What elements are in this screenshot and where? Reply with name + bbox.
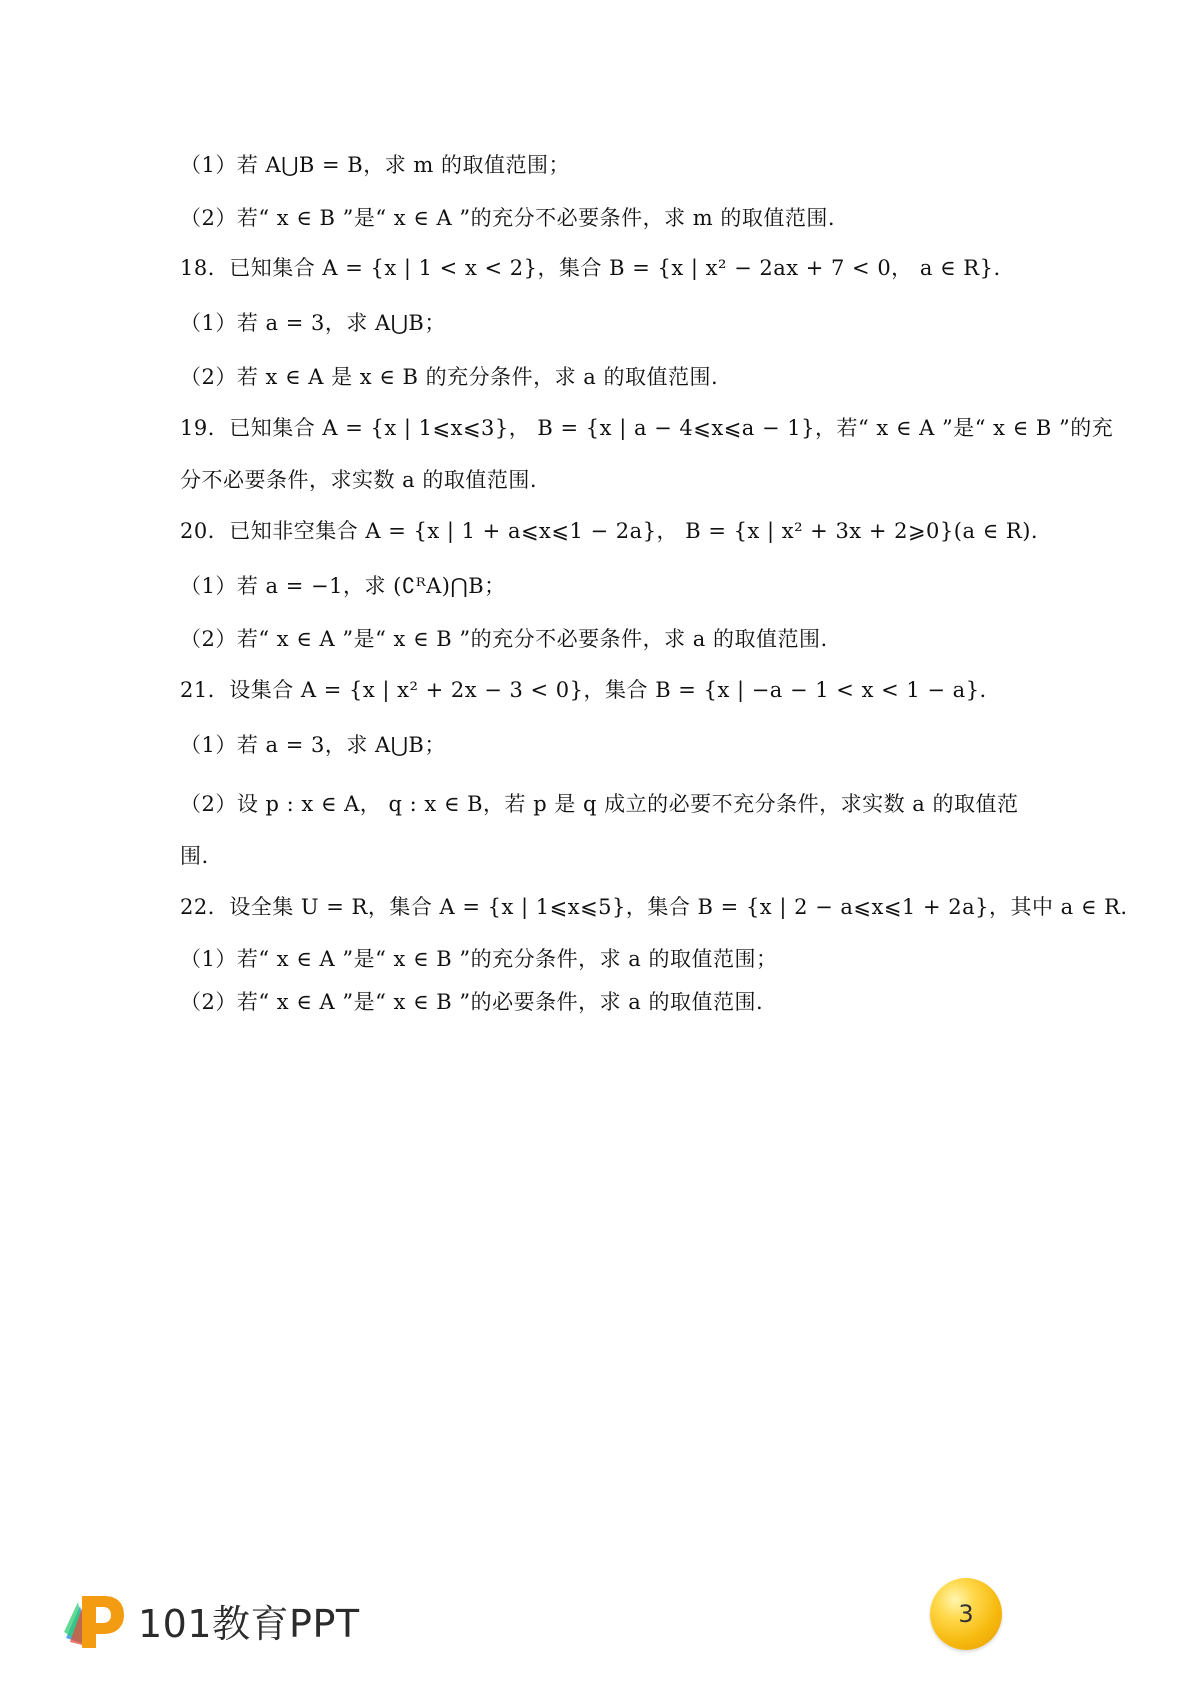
question-21: 21．设集合 A = {x | x² + 2x − 3 < 0}，集合 B = {x | −a − 1 < x < 1 − a}. [180,678,987,702]
question-22: 22．设全集 U = R，集合 A = {x | 1⩽x⩽5}，集合 B = {x | 2 − a⩽x⩽1 + 2a}，其中 a ∈ R. [180,895,1128,919]
question-20-part-2: （2）若“ x ∈ A ”是“ x ∈ B ”的充分不必要条件，求 a 的取值范围. [180,627,828,651]
question-20: 20．已知非空集合 A = {x | 1 + a⩽x⩽1 − 2a}， B = {x | x² + 3x + 2⩾0}(a ∈ R). [180,519,1039,543]
question-22-part-1: （1）若“ x ∈ A ”是“ x ∈ B ”的充分条件，求 a 的取值范围； [180,947,778,971]
question-18-part-2: （2）若 x ∈ A 是 x ∈ B 的充分条件，求 a 的取值范围. [180,365,719,389]
brand-logo [62,1588,360,1652]
page-number: 3 [958,1600,974,1628]
brand-logo-text: 101教育PPT [138,1601,360,1646]
question-21-part-1: （1）若 a = 3，求 A⋃B； [180,733,446,757]
question-18: 18．已知集合 A = {x | 1 < x < 2}，集合 B = {x | x² − 2ax + 7 < 0， a ∈ R}. [180,256,1001,280]
page-number-badge [930,1578,1002,1650]
question-21-part-2: （2）设 p : x ∈ A， q : x ∈ B，若 p 是 q 成立的必要不充分条件，求实数 a 的取值范 [180,792,1019,816]
question-17-part-2: （2）若“ x ∈ B ”是“ x ∈ A ”的充分不必要条件，求 m 的取值范围. [180,206,836,230]
question-18-part-1: （1）若 a = 3，求 A⋃B； [180,311,446,335]
question-22-part-2: （2）若“ x ∈ A ”是“ x ∈ B ”的必要条件，求 a 的取值范围. [180,990,764,1014]
question-19-continued: 分不必要条件，求实数 a 的取值范围. [180,468,538,492]
question-17-part-1: （1）若 A⋃B = B，求 m 的取值范围； [180,153,571,177]
question-20-part-1: （1）若 a = −1，求 (∁ᴿA)⋂B； [180,574,506,598]
question-19: 19．已知集合 A = {x | 1⩽x⩽3}， B = {x | a − 4⩽x⩽a − 1}，若“ x ∈ A ”是“ x ∈ B ”的充 [180,416,1114,440]
brand-logo-icon [62,1588,128,1652]
question-21-continued: 围. [180,844,209,868]
